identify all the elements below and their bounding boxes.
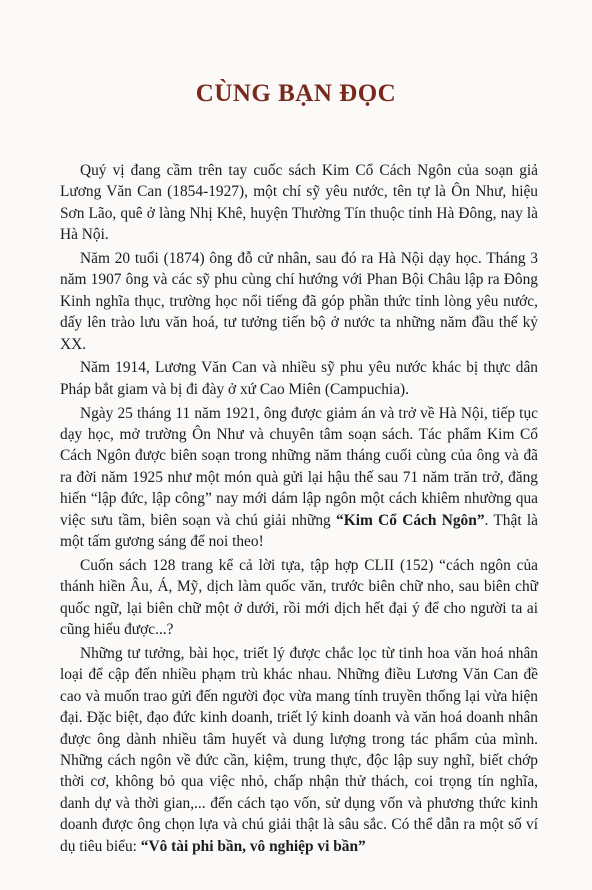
- paragraph-6-text: Những tư tưởng, bài học, triết lý được chắc lọc từ tinh hoa văn hoá nhân loại để cập đến nhiều phạm trù khác nhau. Những điều Lương Văn Can đề cao và muốn trao gửi đến người đọc vừa mang tính truyền thống lại vừa hiện đại. Đặc biệt, đạo đức kinh doanh, triết lý kinh doanh và văn hoá doanh nhân được ông dành nhiều tâm huyết và dung lượng trong tác phẩm của mình. Những cách ngôn về đức cần, kiệm, trung thực, độc lập suy nghĩ, biết chớp thời cơ, không bỏ qua việc nhỏ, chấp nhận thử thách, coi trọng tín nghĩa, danh dự và thời gian,... đến cách tạo vốn, sử dụng vốn và phương thức kinh doanh được ông chọn lựa và chú giải thật là sâu sắc. Có thể dẫn ra một số ví dụ tiêu biểu:: [60, 644, 538, 855]
- paragraph-1: Quý vị đang cầm trên tay cuốc sách Kim Cổ Cách Ngôn của soạn giả Lương Văn Can (1854-1927), một chí sỹ yêu nước, tên tự là Ôn Như, hiệu Sơn Lão, quê ở làng Nhị Khê, huyện Thường Tín thuộc tỉnh Hà Đông, nay là Hà Nội.: [60, 162, 538, 244]
- page-title: CÙNG BẠN ĐỌC: [195, 80, 397, 107]
- paragraph-6: [60, 643, 538, 857]
- paragraph-4-text: Ngày 25 tháng 11 năm 1921, ông được giảm án và trở về Hà Nội, tiếp tục dạy học, mở trường Ôn Như và chuyên tâm soạn sách. Tác phẩm Kim Cổ Cách Ngôn được biên soạn trong những năm tháng cuối cùng của ông và đã ra đời năm 1925 như một món quà gửi lại hậu thế sau 71 năm trăn trở, đăng hiến “lập đức, lập công” nay mới dám lập ngôn một cách khiêm nhường qua việc sưu tầm, biên soạn và chú giải những: [60, 404, 538, 529]
- quote-emphasis: “Vô tài phi bần, vô nghiệp vi bần”: [140, 837, 366, 855]
- paragraph-4-end: . Thật là một tấm gương sáng để noi theo!: [60, 511, 539, 551]
- paragraph-4: [60, 403, 538, 553]
- paragraph-3: Năm 1914, Lương Văn Can và nhiều sỹ phu yêu nước khác bị thực dân Pháp bắt giam và bị đi đày ở xứ Cao Miên (Campuchia).: [60, 359, 538, 398]
- paragraph-2: Năm 20 tuổi (1874) ông đỗ cử nhân, sau đó ra Hà Nội dạy học. Tháng 3 năm 1907 ông và các sỹ phu cùng chí hướng với Phan Bội Châu lập ra Đông Kinh nghĩa thục, trường học nổi tiếng đã góp phần thức tỉnh lòng yêu nước, dấy lên trào lưu văn hoá, tư tưởng tiến bộ ở nước ta những năm đầu thế kỷ XX.: [60, 250, 538, 353]
- book-title-emphasis: “Kim Cổ Cách Ngôn”: [336, 511, 485, 529]
- body-text: [60, 160, 538, 859]
- paragraph-5: Cuốn sách 128 trang kể cả lời tựa, tập hợp CLII (152) “cách ngôn của thánh hiền Âu, Á, Mỹ, dịch làm quốc văn, trước biên chữ nho, sau biên chữ quốc ngữ, lại biên chữ một ở dưới, rồi mới dịch hết đại ý để cho người ta ai cũng hiểu được...?: [60, 556, 538, 639]
